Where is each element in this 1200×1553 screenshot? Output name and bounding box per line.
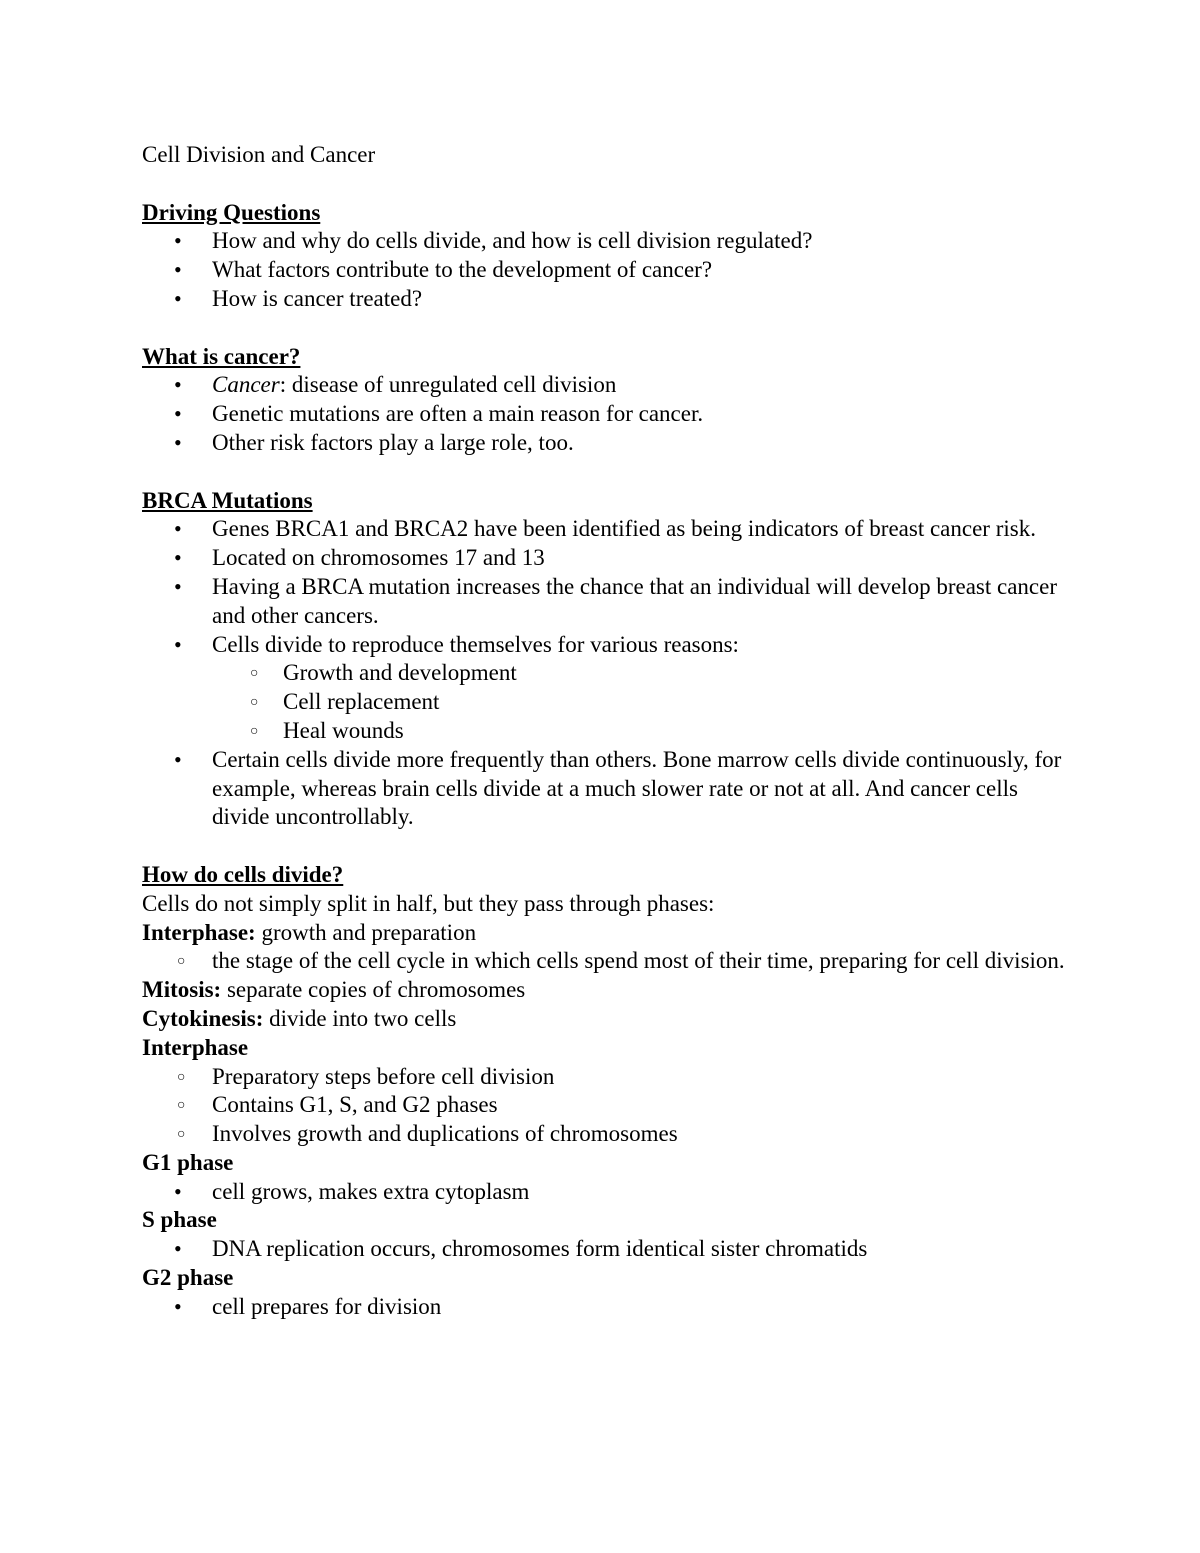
brca-list (142, 515, 1072, 659)
interphase-points-list (142, 1063, 1072, 1149)
cancer-definition: : disease of unregulated cell division (279, 372, 617, 398)
s-phase-heading: S phase (142, 1207, 217, 1233)
mitosis-label: Mitosis: (142, 977, 222, 1003)
list-item: • Genes BRCA1 and BRCA2 have been identified as being indicators of breast cancer risk. (142, 515, 1072, 544)
what-is-cancer-list (142, 371, 1072, 457)
cancer-term: Cancer (212, 372, 280, 398)
what-is-cancer-heading: What is cancer? (142, 343, 301, 369)
driving-questions-heading: Driving Questions (142, 199, 321, 225)
interphase-text: growth and preparation (255, 919, 477, 945)
list-item: ○ Heal wounds (142, 717, 1072, 746)
list-item: ○ Cell replacement (142, 688, 1072, 717)
interphase-sub-list (142, 947, 1072, 976)
cytokinesis-line (142, 1005, 1072, 1034)
brca-heading: BRCA Mutations (142, 487, 313, 513)
list-item: • Located on chromosomes 17 and 13 (142, 544, 1072, 573)
list-item: ○ Involves growth and duplications of chromosomes (142, 1120, 1072, 1149)
document-page (142, 141, 1072, 1322)
list-item: ○ Contains G1, S, and G2 phases (142, 1091, 1072, 1120)
how-divide-heading: How do cells divide? (142, 861, 344, 887)
g1-phase-heading: G1 phase (142, 1149, 234, 1175)
list-item: • How and why do cells divide, and how is cell division regulated? (142, 227, 1072, 256)
list-item (142, 371, 1072, 400)
list-item: • DNA replication occurs, chromosomes form identical sister chromatids (142, 1235, 1072, 1264)
list-item: • What factors contribute to the development of cancer? (142, 256, 1072, 285)
s-list (142, 1235, 1072, 1264)
how-divide-intro: Cells do not simply split in half, but they pass through phases: (142, 890, 715, 916)
cytokinesis-text: divide into two cells (263, 1005, 457, 1031)
brca-list-continued (142, 746, 1072, 832)
interphase-line (142, 919, 1072, 948)
list-item: ○ Preparatory steps before cell division (142, 1063, 1072, 1092)
spacer (142, 458, 1072, 487)
list-item: ○ the stage of the cell cycle in which cells spend most of their time, preparing for cell division. (142, 947, 1072, 976)
list-item: ○ Growth and development (142, 659, 1072, 688)
list-item: • Genetic mutations are often a main reason for cancer. (142, 400, 1072, 429)
g2-list (142, 1293, 1072, 1322)
list-item: • cell grows, makes extra cytoplasm (142, 1178, 1072, 1207)
mitosis-line (142, 976, 1072, 1005)
spacer (142, 314, 1072, 343)
g1-list (142, 1178, 1072, 1207)
list-item: • Cells divide to reproduce themselves for various reasons: (142, 631, 1072, 660)
list-item: • cell prepares for division (142, 1293, 1072, 1322)
cytokinesis-label: Cytokinesis: (142, 1005, 264, 1031)
list-item: • Having a BRCA mutation increases the chance that an individual will develop breast cancer and other cancers. (142, 573, 1072, 631)
list-item: • Certain cells divide more frequently than others. Bone marrow cells divide continuously, for example, whereas brain cells divide at a much slower rate or not at all. And cancer cells divide uncontrollably. (142, 746, 1072, 832)
reasons-list (142, 659, 1072, 745)
list-item: • How is cancer treated? (142, 285, 1072, 314)
list-item: • Other risk factors play a large role, too. (142, 429, 1072, 458)
driving-questions-list (142, 227, 1072, 313)
interphase-label: Interphase: (142, 919, 256, 945)
spacer (142, 832, 1072, 861)
mitosis-text: separate copies of chromosomes (221, 977, 526, 1003)
g2-phase-heading: G2 phase (142, 1265, 234, 1291)
document-title: Cell Division and Cancer (142, 142, 376, 167)
interphase-heading: Interphase (142, 1034, 249, 1060)
